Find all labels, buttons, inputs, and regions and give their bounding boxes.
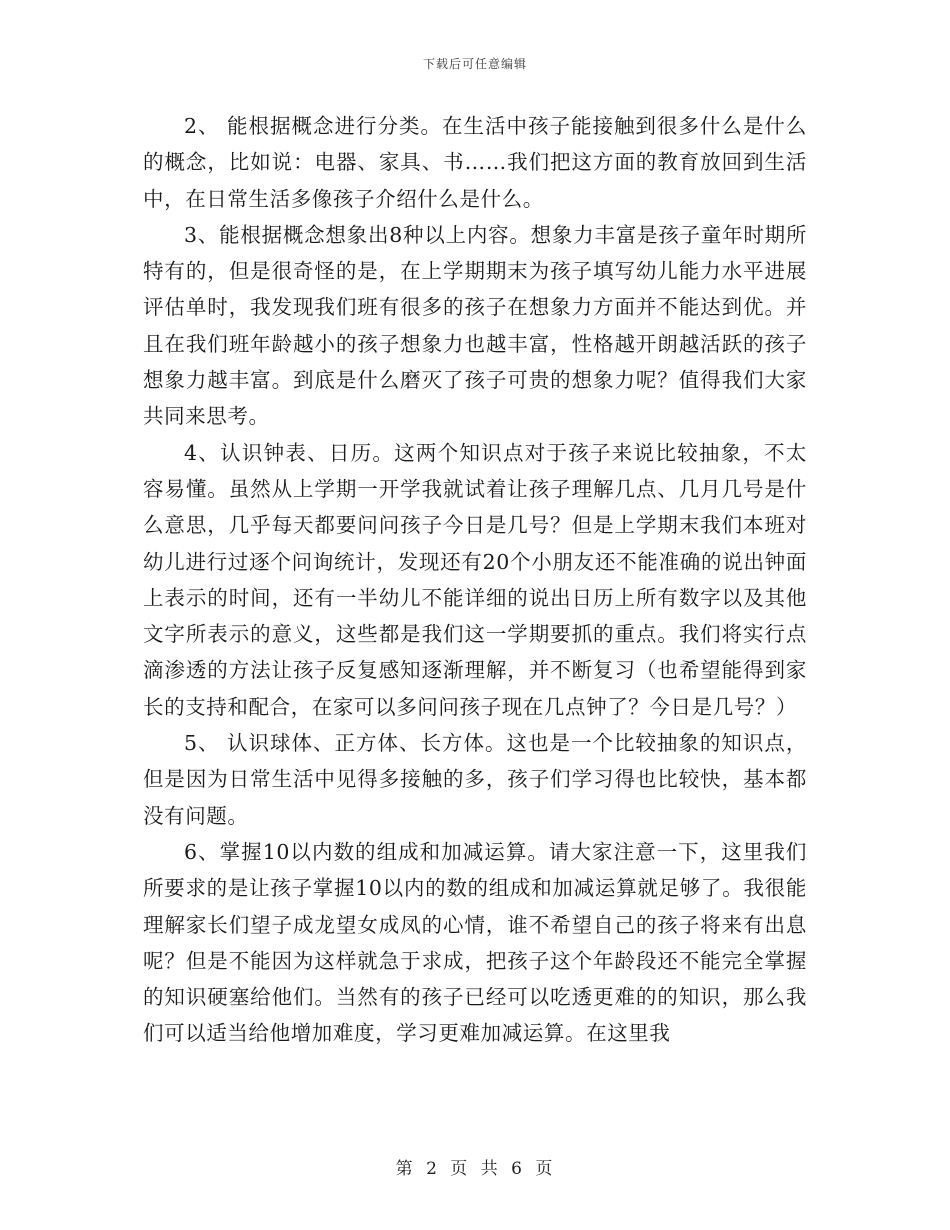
paragraph-item-2: 2、 能根据概念进行分类。在生活中孩子能接触到很多什么是什么的概念，比如说：电器、家具、书……我们把这方面的教育放回到生活中，在日常生活多像孩子介绍什么是什么。 xyxy=(143,114,807,211)
document-body xyxy=(143,108,807,1052)
page-number-footer: 第 2 页 共 6 页 xyxy=(395,1159,555,1179)
paragraph-item-4: 4、认识钟表、日历。这两个知识点对于孩子来说比较抽象，不太容易懂。虽然从上学期一开学我就试着让孩子理解几点、几月几号是什么意思，几乎每天都要问问孩子今日是几号？但是上学期末我们本班对幼儿进行过逐个问询统计，发现还有20个小朋友还不能准确的说出钟面上表示的时间，还有一半幼儿不能详细的说出日历上所有数字以及其他文字所表示的意义，这些都是我们这一学期要抓的重点。我们将实行点滴渗透的方法让孩子反复感知逐渐理解，并不断复习（也希望能得到家长的支持和配合，在家可以多问问孩子现在几点钟了？今日是几号？） xyxy=(143,440,807,719)
paragraph-item-6: 6、掌握10以内数的组成和加减运算。请大家注意一下，这里我们所要求的是让孩子掌握10以内的数的组成和加减运算就足够了。我很能理解家长们望子成龙望女成凤的心情，谁不希望自己的孩子将来有出息呢？但是不能因为这样就急于求成，把孩子这个年龄段还不能完全掌握的知识硬塞给他们。当然有的孩子已经可以吃透更难的的知识，那么我们可以适当给他增加难度，学习更难加减运算。在这里我 xyxy=(143,839,807,1046)
paragraph-item-5: 5、 认识球体、正方体、长方体。这也是一个比较抽象的知识点，但是因为日常生活中见得多接触的多，孩子们学习得也比较快，基本都没有问题。 xyxy=(143,731,807,828)
page-header: 下载后可任意编辑 xyxy=(422,57,527,71)
paragraph-item-3: 3、能根据概念想象出8种以上内容。想象力丰富是孩子童年时期所特有的，但是很奇怪的是，在上学期期末为孩子填写幼儿能力水平进展评估单时，我发现我们班有很多的孩子在想象力方面并不能达到优。并且在我们班年龄越小的孩子想象力也越丰富，性格越开朗越活跃的孩子想象力越丰富。到底是什么磨灭了孩子可贵的想象力呢？值得我们大家共同来思考。 xyxy=(143,222,807,429)
